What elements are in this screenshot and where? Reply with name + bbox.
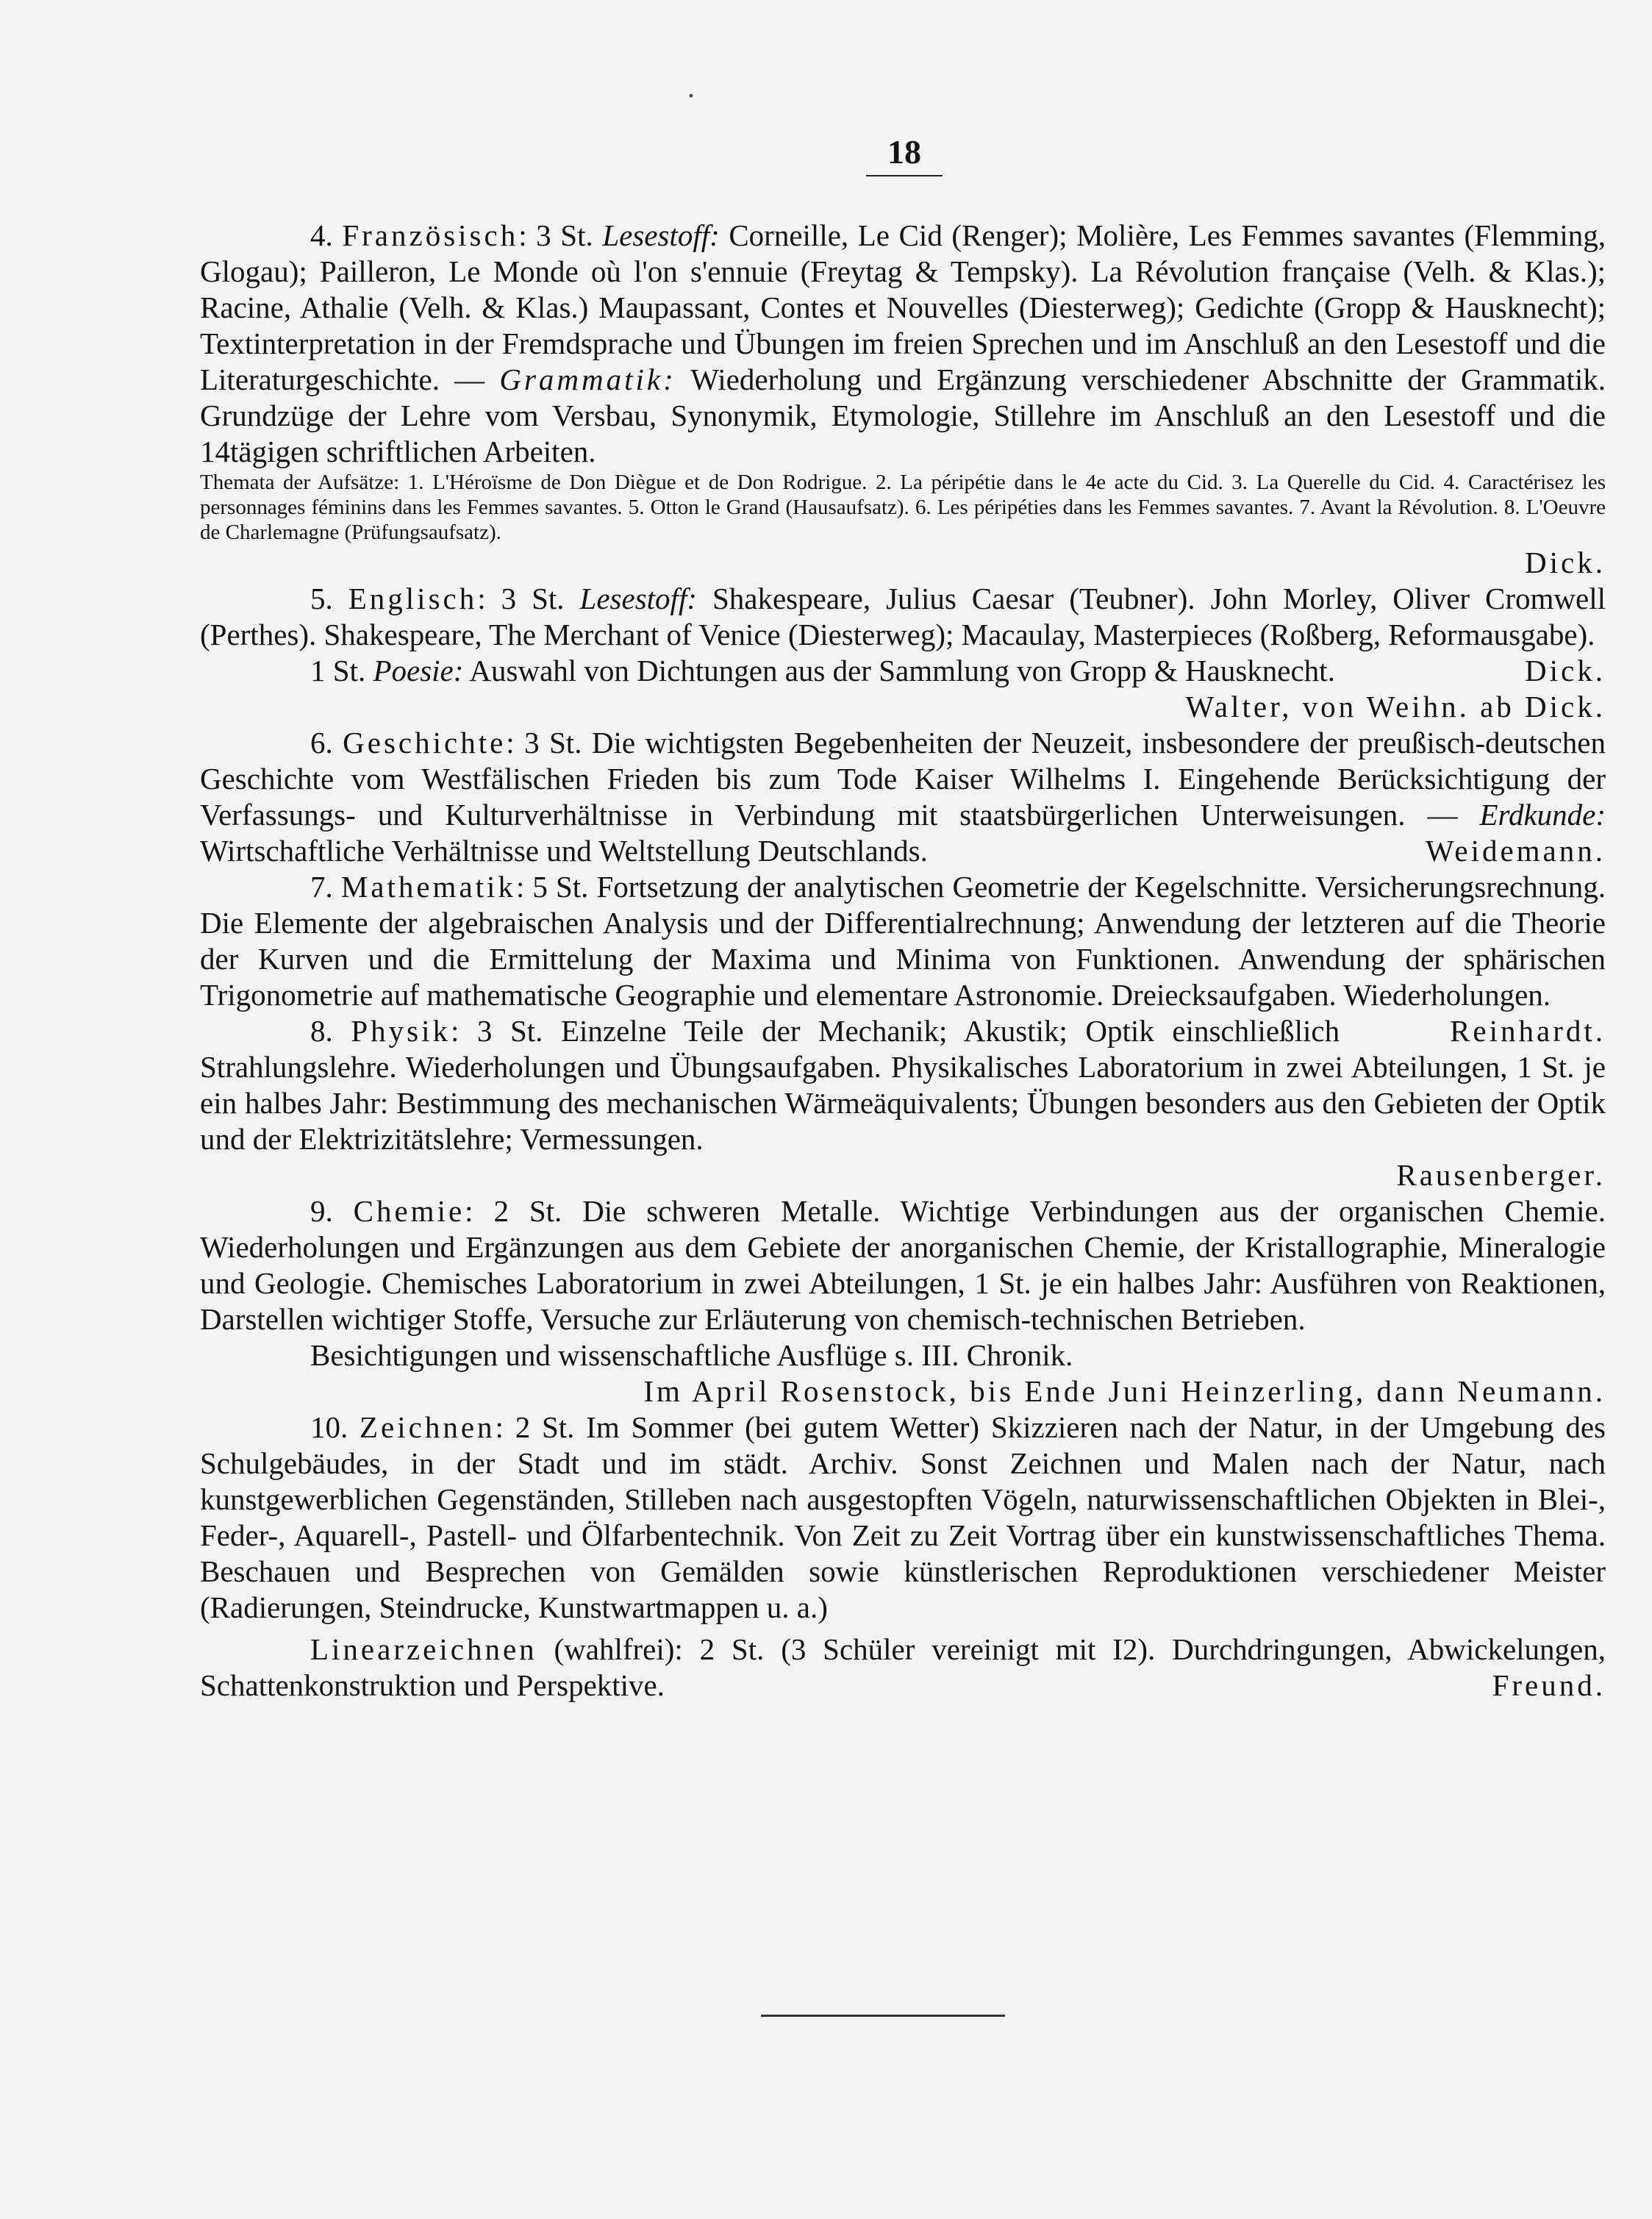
- subject-hours: : 2 St.: [465, 1194, 562, 1228]
- section-number: 6.: [310, 726, 333, 760]
- section-text: Im Sommer (bei gutem Wetter) Skizzieren nach der Natur, in der Umgebung des Schulgebäudes, in der Stadt und im städt. Archiv. Sonst Zeichnen und Malen nach der Natur, nach kunstgewerblichen Gegenständen, Stilleben nach ausgestopften Vögeln, naturwissenschaftlichen Objekten in Blei-, Feder-, Aquarell-, Pastell- und Ölfarbentechnik. Von Zeit zu Zeit Vortrag über ein kunstwissenschaftliches Thema. Beschauen und Besprechen von Gemälden sowie künstlerischen Reproduktionen verschiedener Meister (Radierungen, Steindrucke, Kunstwartmappen u. a.): [200, 1410, 1606, 1624]
- section-zeichnen: [200, 1409, 1606, 1626]
- subject-hours: 1 St.: [310, 654, 366, 687]
- teacher-name: Dick.: [1525, 654, 1606, 687]
- label-erdkunde: Erdkunde:: [1479, 798, 1606, 832]
- section-text: (wahlfrei): 2 St. (3 Schüler vereinigt mit I2). Durchdringungen, Abwickelungen, Schattenkonstruktion und Perspektive.: [200, 1632, 1606, 1702]
- subject-name: Linearzeichnen: [310, 1632, 537, 1666]
- page-number: 18: [887, 133, 921, 171]
- text-body: [200, 218, 1606, 1704]
- section-text: Die schweren Metalle. Wichtige Verbindungen aus der organischen Chemie. Wiederholungen und Ergänzungen aus dem Gebiete der anorganischen Chemie, der Kristallographie, Mineralogie und Geologie. Chemisches Laboratorium in zwei Abteilungen, 1 St. je ein halbes Jahr: Ausführen von Reaktionen, Darstellen wichtiger Stoffe, Versuche zur Erläuterung von chemisch-technischen Betrieben.: [200, 1194, 1606, 1336]
- teacher-name: Im April Rosenstock, bis Ende Juni Heinzerling, dann Neumann.: [643, 1374, 1606, 1408]
- teacher-name: Rausenberger.: [1396, 1158, 1606, 1192]
- subject-name: Geschichte: [343, 726, 507, 760]
- section-text: Die wichtigsten Begebenheiten der Neuzeit, insbesondere der preußisch-deutschen Geschichte vom Westfälischen Frieden bis zum Tode Kaiser Wilhelms I. Eingehende Berücksichtigung der Verfassungs- und Kulturverhältnisse in Verbindung mit staatsbürgerlichen Unterweisungen. —: [200, 726, 1606, 832]
- subject-hours: : 3 St.: [518, 218, 593, 252]
- page-number-rule: [866, 175, 943, 176]
- stray-dot: .: [687, 71, 695, 104]
- label-lesestoff: Lesestoff:: [602, 218, 720, 252]
- section-franzoesisch: [200, 218, 1606, 470]
- subject-name: Physik: [351, 1014, 451, 1048]
- label-grammatik: Grammatik:: [499, 362, 676, 396]
- teacher-name: Freund.: [1492, 1668, 1606, 1702]
- section-englisch-poesie: [200, 653, 1606, 689]
- subject-hours: : 3 St.: [450, 1014, 543, 1048]
- section-text: Wiederholung und Ergänzung verschiedener Abschnitte der Grammatik. Grundzüge der Lehre vom Versbau, Synonymik, Etymologie, Stillehre im Anschluß an den Lesestoff und die 14tägigen schriftlichen Arbeiten.: [200, 362, 1606, 468]
- subject-hours: : 5 St.: [515, 870, 589, 904]
- label-poesie: Poesie:: [373, 654, 464, 687]
- section-text: Auswahl von Dichtungen aus der Sammlung von Gropp & Hausknecht.: [463, 654, 1335, 687]
- label-lesestoff: Lesestoff:: [579, 582, 697, 615]
- subject-hours: : 2 St.: [495, 1410, 575, 1444]
- section-chemie: [200, 1193, 1606, 1337]
- section-number: 5.: [310, 582, 333, 615]
- teacher-name: Walter, von Weihn. ab Dick.: [1185, 690, 1606, 723]
- subject-name: Englisch: [348, 582, 478, 615]
- section-number: 4.: [310, 218, 333, 252]
- section-number: 8.: [310, 1014, 333, 1048]
- subject-name: Zeichnen: [360, 1410, 496, 1444]
- section-geschichte: [200, 725, 1606, 869]
- teacher-name: Reinhardt.: [1450, 1014, 1606, 1048]
- subject-name: Französisch: [342, 218, 519, 252]
- closing-rule: [761, 2015, 1005, 2017]
- section-text: Fortsetzung der analytischen Geometrie der Kegelschnitte. Versicherungsrechnung. Die Elemente der algebraischen Analysis und der Differentialrechnung; Anwendung der letzteren auf die Theorie der Kurven und die Ermittelung der Maxima und Minima von Funktionen. Anwendung der sphärischen Trigonometrie auf mathematische Geographie und elementare Astronomie. Dreiecksaufgaben. Wiederholungen.: [200, 870, 1606, 1012]
- section-text: Shakespeare, Julius Caesar (Teubner). John Morley, Oliver Cromwell (Perthes). Shakespeare, The Merchant of Venice (Diesterweg); Macaulay, Masterpieces (Roßberg, Reformausgabe).: [200, 582, 1606, 651]
- section-chemie-visits: Besichtigungen und wissenschaftliche Ausflüge s. III. Chronik.: [310, 1338, 1073, 1372]
- section-number: 9.: [310, 1194, 333, 1228]
- teacher-name: Dick.: [1525, 546, 1606, 579]
- section-linearzeichnen: [200, 1632, 1606, 1704]
- subject-name: Chemie: [353, 1194, 465, 1228]
- subject-hours: : 3 St.: [477, 582, 565, 615]
- section-text: Einzelne Teile der Mechanik; Akustik; Optik einschließlich Strahlungslehre. Wiederholungen und Übungsaufgaben. Physikalisches Laboratorium in zwei Abteilungen, 1 St. je ein halbes Jahr: Bestimmung des mechanischen Wärmeäquivalents; Übungen besonders aus den Gebieten der Optik und der Elektrizitätslehre; Vermessungen.: [200, 1014, 1606, 1156]
- section-number: 7.: [310, 870, 333, 904]
- subject-name: Mathematik: [340, 870, 516, 904]
- subject-hours: : 3 St.: [506, 726, 582, 760]
- teacher-name: Weidemann.: [1425, 834, 1606, 868]
- themata-aufsaetze: Themata der Aufsätze: 1. L'Héroïsme de Don Diègue et de Don Rodrigue. 2. La péripétie dans le 4e acte du Cid. 3. La Querelle du Cid. 4. Caractérisez les personnages féminins dans les Femmes savantes. 5. Otton le Grand (Hausaufsatz). 6. Les péripéties dans les Femmes savantes. 7. Avant la Révolution. 8. L'Oeuvre de Charlemagne (Prüfungsaufsatz).: [200, 471, 1606, 544]
- section-number: 10.: [310, 1410, 348, 1444]
- section-text: Wirtschaftliche Verhältnisse und Weltstellung Deutschlands.: [200, 834, 928, 868]
- section-text: Corneille, Le Cid (Renger); Molière, Les Femmes savantes (Flemming, Glogau); Pailleron, Le Monde où l'on s'ennuie (Freytag & Tempsky). La Révolution française (Velh. & Klas.); Racine, Athalie (Velh. & Klas.) Maupassant, Contes et Nouvelles (Diesterweg); Gedichte (Gropp & Hausknecht); Textinterpretation in der Fremdsprache und Übungen im freien Sprechen und im Anschluß an den Lesestoff und die Literaturgeschichte. —: [200, 218, 1606, 396]
